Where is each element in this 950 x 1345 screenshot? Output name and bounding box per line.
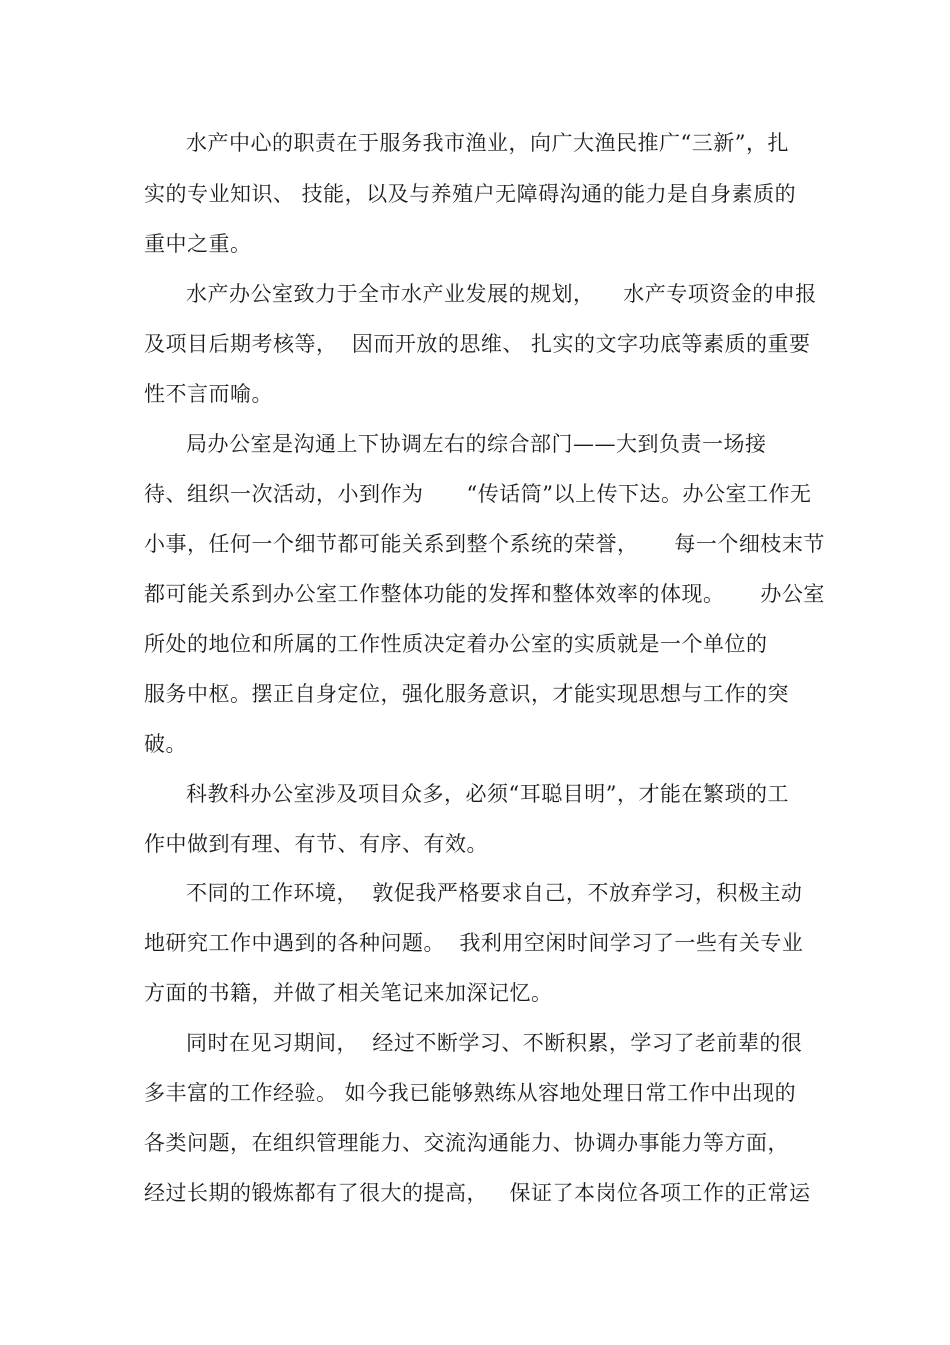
paragraph-5-line-2: 地研究工作中遇到的各种问题。 我利用空闲时间学习了一些有关专业 bbox=[144, 931, 804, 955]
paragraph-3-line-1: 局办公室是沟通上下协调左右的综合部门——大到负责一场接 bbox=[186, 432, 767, 456]
paragraph-2-line-2: 及项目后期考核等， 因而开放的思维、 扎实的文字功底等素质的重要 bbox=[144, 332, 811, 356]
paragraph-1-line-2: 实的专业知识、 技能，以及与养殖户无障碍沟通的能力是自身素质的 bbox=[144, 182, 797, 206]
paragraph-3-line-6: 服务中枢。摆正自身定位，强化服务意识，才能实现思想与工作的突 bbox=[144, 682, 789, 706]
paragraph-6-line-1: 同时在见习期间， 经过不断学习、不断积累，学习了老前辈的很 bbox=[186, 1031, 803, 1055]
paragraph-6-line-3: 各类问题，在组织管理能力、交流沟通能力、协调办事能力等方面， bbox=[144, 1131, 789, 1155]
paragraph-2-line-3: 性不言而喻。 bbox=[144, 382, 273, 406]
paragraph-3-line-4: 都可能关系到办公室工作整体功能的发挥和整体效率的体现。 办公室 bbox=[144, 582, 825, 606]
paragraph-6-line-2: 多丰富的工作经验。 如今我已能够熟练从容地处理日常工作中出现的 bbox=[144, 1081, 797, 1105]
paragraph-2-line-1: 水产办公室致力于全市水产业发展的规划， 水产专项资金的申报 bbox=[186, 282, 817, 306]
paragraph-5-line-3: 方面的书籍，并做了相关笔记来加深记忆。 bbox=[144, 981, 553, 1005]
paragraph-3-line-5: 所处的地位和所属的工作性质决定着办公室的实质就是一个单位的 bbox=[144, 632, 768, 656]
paragraph-3-line-7: 破。 bbox=[144, 732, 187, 756]
paragraph-6-line-4: 经过长期的锻炼都有了很大的提高， 保证了本岗位各项工作的正常运 bbox=[144, 1181, 811, 1205]
paragraph-4-line-1: 科教科办公室涉及项目众多，必须“耳聪目明”，才能在繁琐的工 bbox=[186, 782, 789, 806]
paragraph-1-line-1: 水产中心的职责在于服务我市渔业，向广大渔民推广“三新”，扎 bbox=[186, 131, 789, 155]
paragraph-5-line-1: 不同的工作环境， 敦促我严格要求自己，不放弃学习，积极主动 bbox=[186, 881, 803, 905]
paragraph-4-line-2: 作中做到有理、有节、有序、有效。 bbox=[144, 832, 488, 856]
paragraph-1-line-3: 重中之重。 bbox=[144, 232, 252, 256]
paragraph-3-line-2: 待、组织一次活动，小到作为 “传话筒”以上传下达。办公室工作无 bbox=[144, 482, 812, 506]
paragraph-3-line-3: 小事，任何一个细节都可能关系到整个系统的荣誉， 每一个细枝末节 bbox=[144, 532, 825, 556]
